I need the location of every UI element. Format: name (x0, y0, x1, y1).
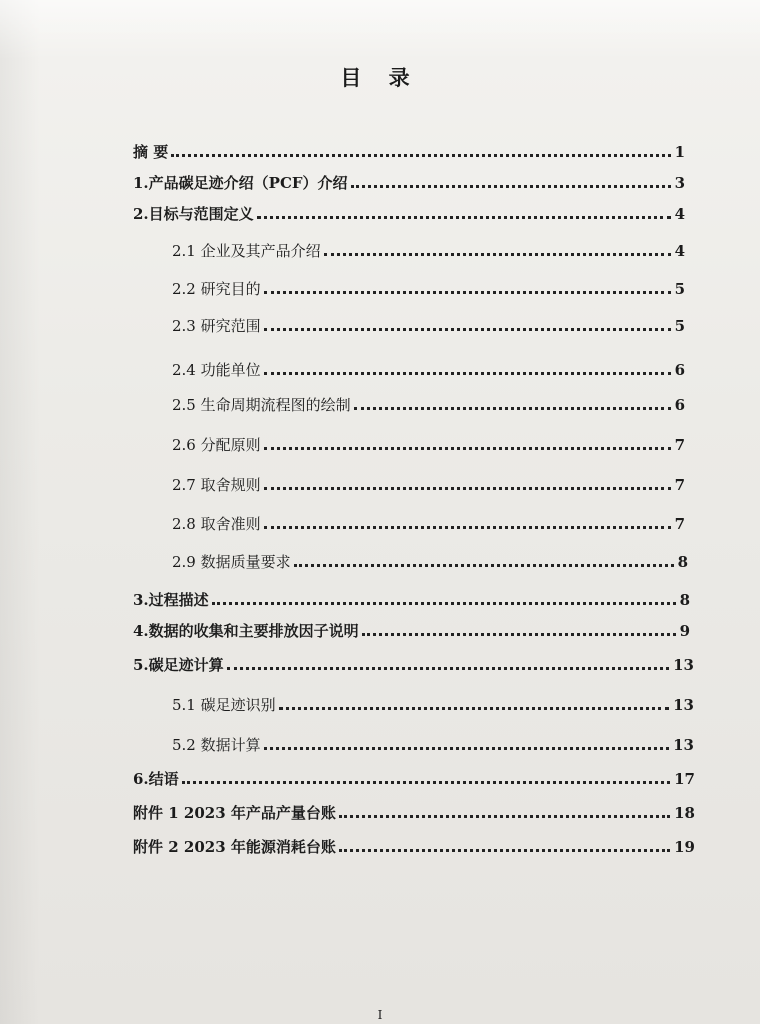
toc-dot-leader (294, 564, 674, 567)
page-number-footer: I (377, 1008, 383, 1022)
toc-entry (172, 242, 685, 260)
toc-entry-label: 2.目标与范围定义 (133, 205, 254, 223)
toc-dot-leader (264, 447, 671, 450)
toc-dot-leader (264, 487, 671, 490)
toc-entry-label: 摘 要 (133, 143, 169, 161)
toc-entry-page-number: 17 (674, 770, 695, 788)
toc-entry (133, 838, 695, 856)
toc-entry-label: 2.5 生命周期流程图的绘制 (172, 396, 351, 414)
toc-entry-label: 2.3 研究范围 (172, 317, 261, 335)
toc-entry-label: 6.结语 (133, 770, 179, 788)
toc-entry-label: 5.1 碳足迹识别 (172, 696, 276, 714)
toc-entry-page-number: 8 (679, 591, 690, 609)
toc-entry (172, 436, 685, 454)
toc-entry-page-number: 18 (674, 804, 695, 822)
toc-entry-page-number: 3 (674, 174, 685, 192)
toc-entry-page-number: 8 (677, 553, 688, 571)
page-highlight (0, 0, 760, 60)
toc-entry-label: 2.4 功能单位 (172, 361, 261, 379)
toc-dot-leader (264, 291, 671, 294)
toc-dot-leader (324, 253, 671, 256)
toc-entry-page-number: 13 (673, 696, 694, 714)
toc-entry-label: 5.2 数据计算 (172, 736, 261, 754)
toc-entry-page-number: 13 (673, 656, 694, 674)
toc-entry-page-number: 1 (674, 143, 685, 161)
toc-dot-leader (212, 602, 676, 605)
toc-entry-page-number: 13 (673, 736, 694, 754)
toc-entry-page-number: 6 (674, 361, 685, 379)
toc-entry-page-number: 4 (674, 205, 685, 223)
toc-dot-leader (264, 328, 671, 331)
toc-entry (172, 696, 694, 714)
toc-dot-leader (279, 707, 670, 710)
toc-entry-page-number: 5 (674, 317, 685, 335)
toc-entry (133, 591, 690, 609)
toc-dot-leader (227, 667, 669, 670)
toc-entry-page-number: 7 (674, 436, 685, 454)
toc-entry-label: 附件 1 2023 年产品产量台账 (133, 804, 336, 822)
toc-entry-page-number: 6 (674, 396, 685, 414)
toc-entry-page-number: 4 (674, 242, 685, 260)
toc-entry-label: 附件 2 2023 年能源消耗台账 (133, 838, 336, 856)
toc-entry (133, 205, 685, 223)
page-shadow (0, 0, 40, 1024)
toc-dot-leader (257, 216, 671, 219)
toc-entry-page-number: 19 (674, 838, 695, 856)
toc-dot-leader (182, 781, 670, 784)
toc-entry-label: 5.碳足迹计算 (133, 656, 224, 674)
toc-entry (133, 622, 690, 640)
toc-entry-page-number: 9 (679, 622, 690, 640)
toc-entry (172, 280, 685, 298)
toc-entry-label: 2.1 企业及其产品介绍 (172, 242, 321, 260)
toc-dot-leader (339, 849, 670, 852)
toc-entry (133, 770, 695, 788)
toc-dot-leader (362, 633, 676, 636)
toc-entry-page-number: 5 (674, 280, 685, 298)
toc-entry-page-number: 7 (674, 476, 685, 494)
toc-entry-label: 3.过程描述 (133, 591, 209, 609)
toc-dot-leader (171, 154, 670, 157)
toc-entry (172, 515, 685, 533)
toc-dot-leader (339, 815, 670, 818)
toc-entry-label: 2.6 分配原则 (172, 436, 261, 454)
toc-entry (172, 317, 685, 335)
toc-entry (172, 361, 685, 379)
toc-entry (172, 736, 694, 754)
toc-entry (172, 476, 685, 494)
toc-entry (133, 174, 685, 192)
toc-entry (133, 656, 694, 674)
toc-entry-label: 4.数据的收集和主要排放因子说明 (133, 622, 359, 640)
toc-dot-leader (264, 372, 671, 375)
toc-entry-label: 2.7 取舍规则 (172, 476, 261, 494)
toc-dot-leader (264, 526, 671, 529)
toc-entry-label: 1.产品碳足迹介绍（PCF）介绍 (133, 174, 348, 192)
toc-dot-leader (354, 407, 671, 410)
toc-entry (172, 553, 688, 571)
toc-dot-leader (264, 747, 670, 750)
toc-entry-label: 2.8 取舍准则 (172, 515, 261, 533)
toc-entry-label: 2.2 研究目的 (172, 280, 261, 298)
page-title: 目 录 (340, 65, 420, 90)
toc-entry-page-number: 7 (674, 515, 685, 533)
toc-dot-leader (351, 185, 671, 188)
toc-entry (133, 143, 685, 161)
toc-entry (133, 804, 695, 822)
toc-entry-label: 2.9 数据质量要求 (172, 553, 291, 571)
toc-entry (172, 396, 685, 414)
